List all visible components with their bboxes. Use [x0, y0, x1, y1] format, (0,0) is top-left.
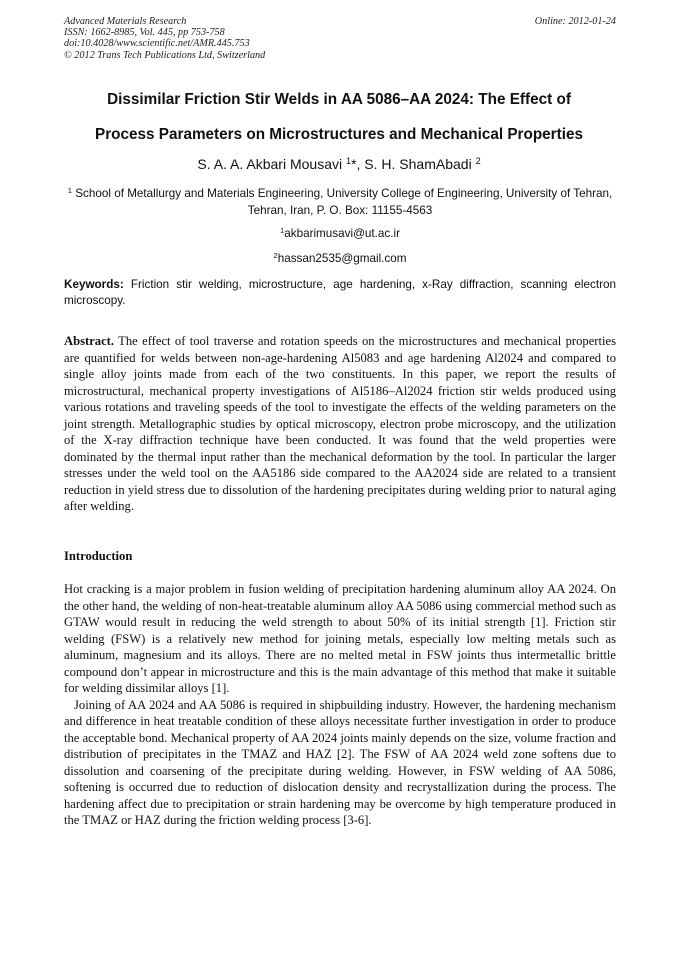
keywords	[64, 277, 616, 308]
introduction-body	[64, 581, 616, 829]
introduction-heading: Introduction	[64, 549, 133, 563]
keywords-text: Friction stir welding, microstructure, age hardening, x-Ray diffraction, scanning electron microscopy.	[64, 278, 616, 307]
email-2-address: hassan2535@gmail.com	[277, 252, 407, 265]
journal-header	[64, 16, 616, 61]
affiliation-sup: 1	[67, 185, 72, 195]
introduction-paragraph-2: Joining of AA 2024 and AA 5086 is required in shipbuilding industry. However, the hardening mechanism and difference in heat treatable condition of these alloys necessitate further investigation in order to produce the acceptable bond. Mechanical property of AA 2024 joints mainly depends on the size, volume fraction and distribution of precipitates in the TMAZ and HAZ [2]. The FSW of AA 2024 weld zone softens due to dissolution and coarsening of the precipitate during welding. However, in FSW welding of AA 5086, softening is occurred due to reduction of dislocation density and recrystallization during the process. The hardening affect due to precipitation or strain hardening may be overcome by high temperature produced in the TMAZ or HAZ during the friction welding process [3-6].	[64, 697, 616, 827]
paper-title-line-2: Process Parameters on Microstructures and Mechanical Properties	[95, 126, 583, 143]
author-2-name: S. H. ShamAbadi	[364, 156, 476, 172]
abstract-label: Abstract.	[64, 334, 115, 348]
email-1-sup: 1	[279, 225, 285, 235]
affiliation-text: School of Metallurgy and Materials Engineering, University College of Engineering, University of Tehran, Tehran, Iran, P. O. Box: 11155-4563	[71, 187, 613, 217]
keywords-label: Keywords:	[64, 278, 124, 291]
email-1	[64, 227, 616, 240]
online-date: Online: 2012-01-24	[534, 16, 616, 27]
issn-line: ISSN: 1662-8985, Vol. 445, pp 753-758	[64, 27, 225, 39]
abstract-text: The effect of tool traverse and rotation speeds on the microstructures and mechanical properties are quantified for welds between non-age-hardening Al5083 and age hardening Al2024 and compared to single alloy joints made from each of the two constituents. In this paper, we report the results of microstructural, mechanical property investigations of Al5186–Al2024 friction stir welds produced using various rotations and traveling speeds of the tool to investigate the effects of the welding parameters on the joint strength. Metallographic studies by optical microscopy, electron probe microscopy, and the utilization of the X-ray diffraction technique have been conducted. It was found that the weld properties were dominated by the thermal input rather than the mechanical deformation by the tool. In particular the larger stresses under the weld tool on the AA5186 side compared to the AA2024 side are related to a transient reduction in yield stress due to dissolution of the hardening precipitates during welding prior to natural aging after welding.	[64, 334, 616, 513]
email-1-address: akbarimusavi@ut.ac.ir	[284, 227, 401, 240]
introduction-paragraph-1: Hot cracking is a major problem in fusion welding of precipitation hardening aluminum alloy AA 2024. On the other hand, the welding of non-heat-treatable aluminum alloy AA 5086 using commercial method such as GTAW would result in reducing the weld strength to about 50% of its initial strength [1]. Friction stir welding (FSW) is a relatively new method for joining metals, especially low melting metals such as aluminum, magnesium and its alloys. There are no melted metal in FSW joints thus intermetallic brittle compound don’t appear in microstructure and this is the main advantage of this method that make it suitable for welding dissimilar alloys [1].	[64, 582, 616, 695]
copyright-line: © 2012 Trans Tech Publications Ltd, Switzerland	[64, 49, 266, 61]
paper-title-line-1: Dissimilar Friction Stir Welds in AA 5086–AA 2024: The Effect of	[107, 91, 571, 108]
email-2-sup: 2	[273, 250, 278, 260]
author-list	[40, 156, 638, 172]
author-2-affil-sup: 2	[475, 156, 481, 166]
journal-name: Advanced Materials Research	[64, 16, 187, 27]
email-2	[64, 252, 616, 265]
author-1-name: S. A. A. Akbari Mousavi	[197, 156, 346, 172]
doi-line: doi:10.4028/www.scientific.net/AMR.445.753	[64, 38, 250, 50]
affiliation	[64, 185, 616, 219]
author-1-affil-sup: 1	[346, 156, 352, 166]
corresponding-mark: *,	[351, 156, 365, 172]
abstract	[64, 333, 616, 515]
